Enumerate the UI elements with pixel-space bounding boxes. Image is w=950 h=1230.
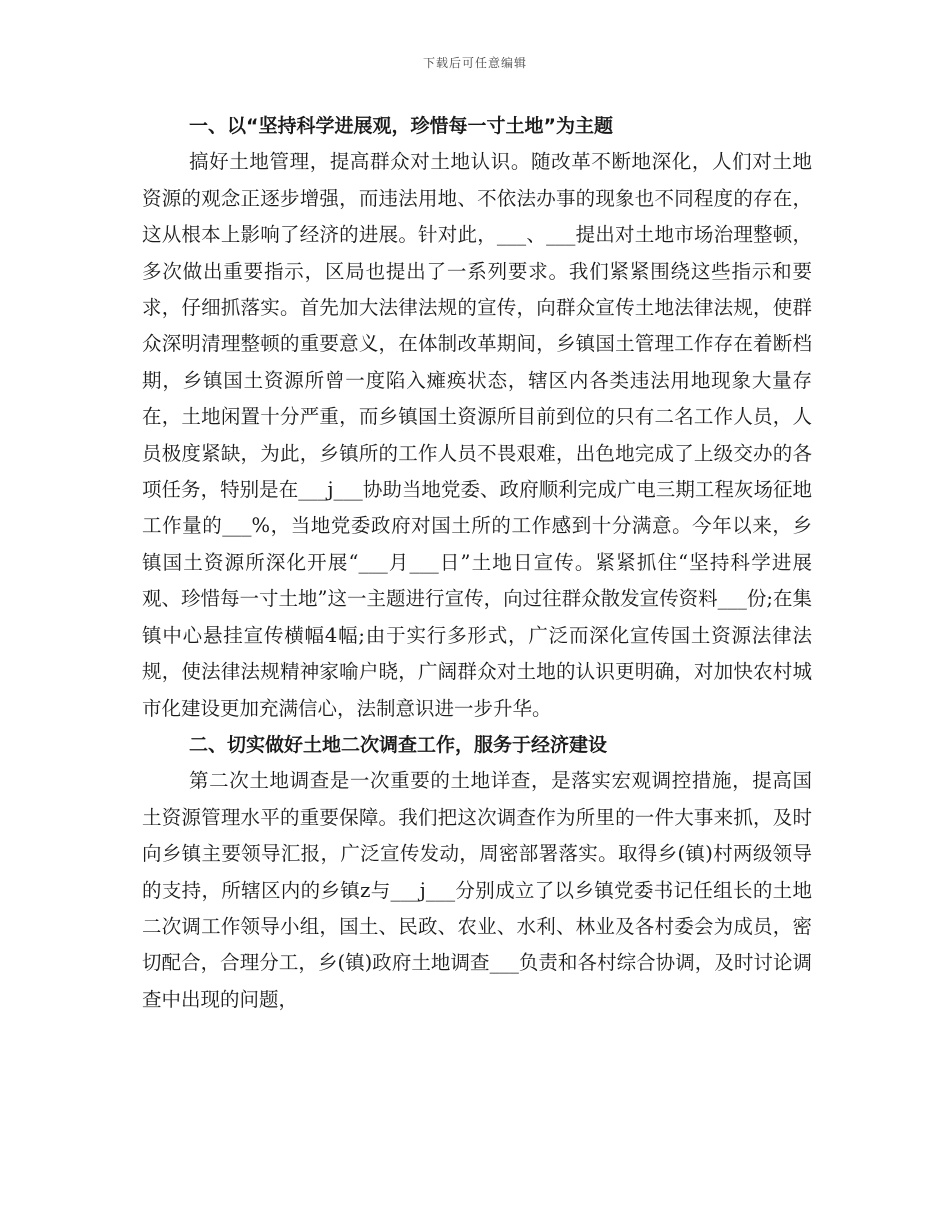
section-heading-2: 二、切实做好土地二次调查工作，服务于经济建设	[189, 733, 608, 756]
section-paragraph-2: 第二次土地调查是一次重要的土地详查，是落实宏观调控措施，提高国土资源管理水平的重要保障。我们把这次调查作为所里的一件大事来抓，及时向乡镇主要领导汇报，广泛宣传发动，周密部署落实。取得乡(镇)村两级领导的支持，所辖区内的乡镇z与___j___分别成立了以乡镇党委书记任组长的土地二次调工作领导小组，国土、民政、农业、水利、林业及各村委会为成员，密切配合，合理分工，乡(镇)政府土地调查___负责和各村综合协调，及时讨论调查中出现的问题，	[142, 769, 812, 1011]
header-note: 下载后可任意编辑	[422, 56, 527, 70]
section-heading-1: 一、以“坚持科学进展观，珍惜每一寸土地”为主题	[189, 115, 613, 137]
section-paragraph-1: 搞好土地管理，提高群众对土地认识。随改革不断地深化，人们对土地资源的观念正逐步增强，而违法用地、不依法办事的现象也不同程度的存在，这从根本上影响了经济的进展。针对此，___、___提出对土地市场治理整顿，多次做出重要指示，区局也提出了一系列要求。我们紧紧围绕这些指示和要求，仔细抓落实。首先加大法律法规的宣传，向群众宣传土地法律法规，使群众深明清理整顿的重要意义，在体制改革期间，乡镇国土管理工作存在着断档期，乡镇国土资源所曾一度陷入瘫痪状态，辖区内各类违法用地现象大量存在，土地闲置十分严重，而乡镇国土资源所目前到位的只有二名工作人员，人员极度紧缺，为此，乡镇所的工作人员不畏艰难，出色地完成了上级交办的各项任务，特别是在___j___协助当地党委、政府顺利完成广电三期工程灰场征地工作量的___%，当地党委政府对国土所的工作感到十分满意。今年以来，乡镇国土资源所深化开展“___月___日”土地日宣传。紧紧抓住“坚持科学进展观、珍惜每一寸土地”这一主题进行宣传，向过往群众散发宣传资料___份;在集镇中心悬挂宣传横幅4幅;由于实行多形式，广泛而深化宣传国土资源法律法规，使法律法规精神家喻户晓，广阔群众对土地的认识更明确，对加快农村城市化建设更加充满信心，法制意识进一步升华。	[142, 150, 812, 720]
document-body	[142, 108, 812, 1018]
